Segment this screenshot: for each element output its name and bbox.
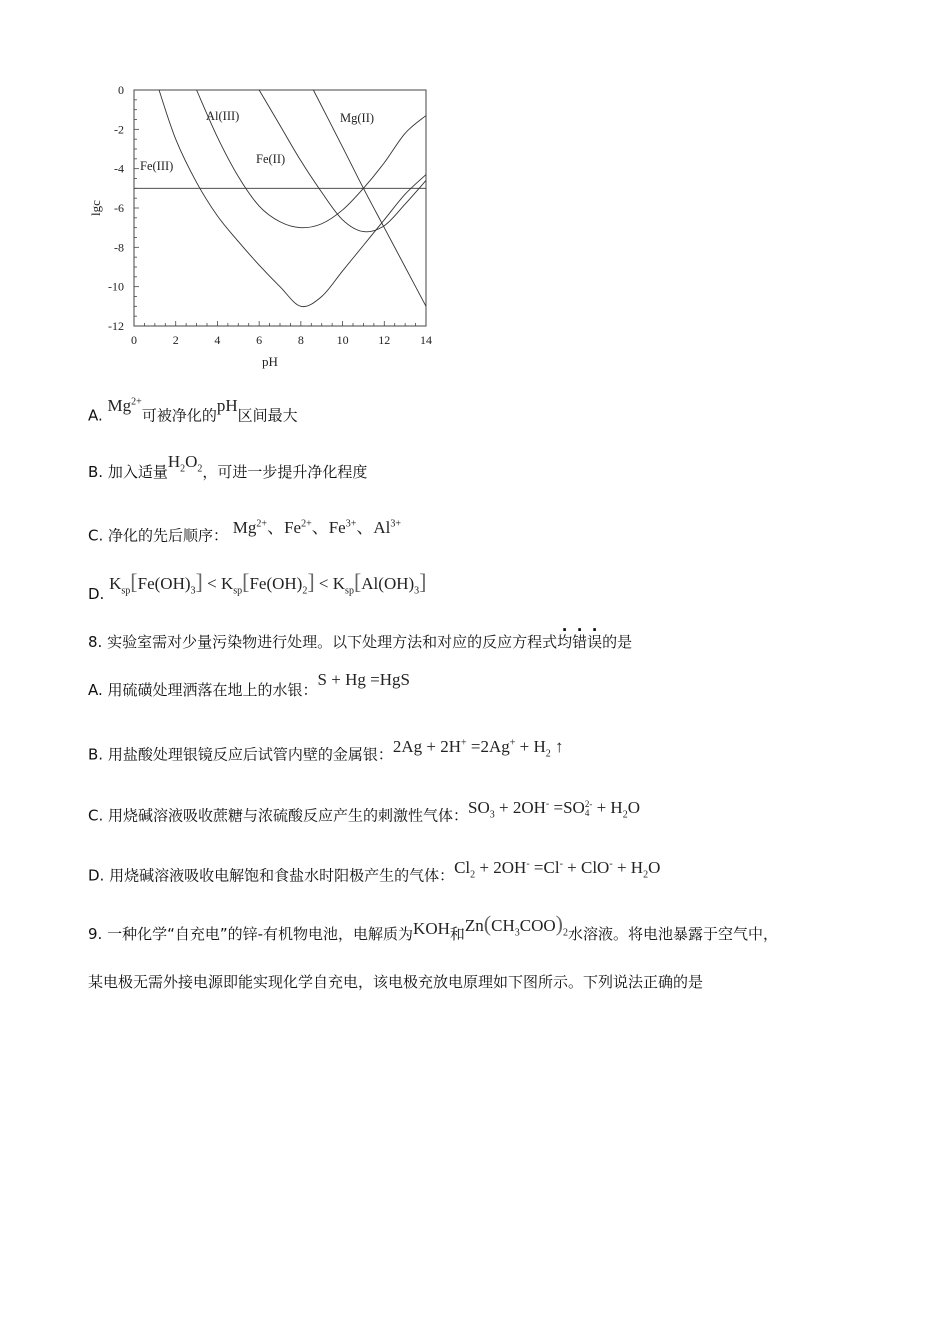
x-axis-label: pH: [262, 354, 278, 369]
y-tick-label: -2: [114, 122, 124, 137]
mg-ion: $Mg^{2+}$: [107, 395, 142, 415]
q8-option-a: A. 用硫磺处理洒落在地上的水银：S + Hg =HgS: [88, 670, 410, 699]
x-tick-label: 4: [214, 333, 221, 347]
x-tick-label: 10: [336, 333, 349, 347]
option-a-label: A.: [88, 406, 103, 425]
q9-stem-line2: 某电极无需外接电源即能实现化学自充电，该电极充放电原理如下图所示。下列说法正确的是: [88, 973, 704, 991]
q7-option-b: [88, 452, 368, 489]
x-tick-label: 8: [297, 333, 304, 347]
y-tick-label: 0: [118, 83, 124, 97]
x-tick-label: 6: [256, 333, 263, 347]
koh-formula: KOH: [413, 919, 450, 938]
y-tick-label: -10: [108, 279, 124, 294]
solubility-chart: [0, 0, 460, 380]
series-fe-iii: [159, 90, 426, 307]
y-tick-label: -8: [114, 240, 124, 255]
option-d-label: D.: [88, 585, 105, 603]
q7-option-a: [88, 395, 298, 426]
label-fe-ii: Fe(II): [256, 152, 286, 166]
q9-stem-line1: 9. 一种化学“自充电”的锌-有机物电池，电解质为KOH和$Zn(CH_3COO)_2$水溶液。将电池暴露于空气中，: [88, 911, 778, 943]
q8-option-b: B. 用盐酸处理银镜反应后试管内壁的金属银：$2Ag + 2H^+ =2Ag^+ + H_2$ ↑: [88, 736, 564, 764]
ksp-comparison: $K_{sp}[Fe(OH)_3] < K_{sp}[Fe(OH)_2] < K_{sp}[Al(OH)_3]$: [109, 569, 427, 597]
option-b-text: ，可进一步提升净化程度: [202, 463, 368, 481]
q8-stem: 8. 实验室需对少量污染物进行处理。以下处理方法和对应的反应方程式均错误的是: [88, 633, 633, 651]
chart-ticks: [108, 83, 432, 347]
option-a-text-end: 区间最大: [237, 406, 298, 425]
x-tick-label: 14: [420, 333, 432, 347]
equation-d: $Cl_2 + 2OH^- =Cl^- + ClO^- + H_2O$: [454, 857, 661, 881]
x-tick-label: 12: [378, 333, 391, 347]
equation-c: $SO_3 + 2OH^- =SO$ 2- 4 + $H_2O$: [468, 797, 640, 821]
chart-series: [134, 90, 426, 307]
label-mg-ii: Mg(II): [340, 111, 375, 125]
equation-b: $2Ag + 2H^+ =2Ag^+ + H_2$ ↑: [392, 736, 564, 760]
y-tick-label: -12: [108, 319, 124, 333]
x-tick-label: 0: [131, 333, 137, 347]
label-fe-iii: Fe(III): [140, 159, 174, 173]
ion-sequence: $Mg^{2+}$、$Fe^{2+}$、$Fe^{3+}$、$Al^{3+}$: [232, 517, 401, 537]
q7-option-d: [88, 569, 427, 611]
ph-symbol: pH: [216, 395, 238, 415]
q8-option-d: D. 用烧碱溶液吸收电解饱和食盐水时阳极产生的气体：$Cl_2 + 2OH^- =Cl^- + ClO^- + H_2O$: [88, 857, 661, 885]
y-axis-label: lgc: [88, 200, 103, 216]
h2o2-formula: $H_2O_2$: [167, 452, 203, 475]
zinc-acetate-formula: $Zn(CH_3COO)_2$: [464, 911, 568, 939]
y-tick-label: -4: [114, 161, 124, 176]
q7-option-c: [88, 517, 401, 546]
y-tick-label: -6: [114, 201, 124, 215]
x-tick-label: 2: [172, 333, 179, 347]
option-a-text: 可被净化的: [141, 406, 217, 425]
option-c-label: C. 净化的先后顺序：: [88, 526, 229, 545]
equation-a: S + Hg =HgS: [317, 670, 410, 689]
option-b-label: B. 加入适量: [88, 463, 168, 481]
label-al-iii: Al(III): [206, 109, 240, 123]
q8-option-c: C. 用烧碱溶液吸收蔗糖与浓硫酸反应产生的刺激性气体：$SO_3 + 2OH^- =SO$ 2- 4 + $H_2O$: [88, 797, 640, 825]
